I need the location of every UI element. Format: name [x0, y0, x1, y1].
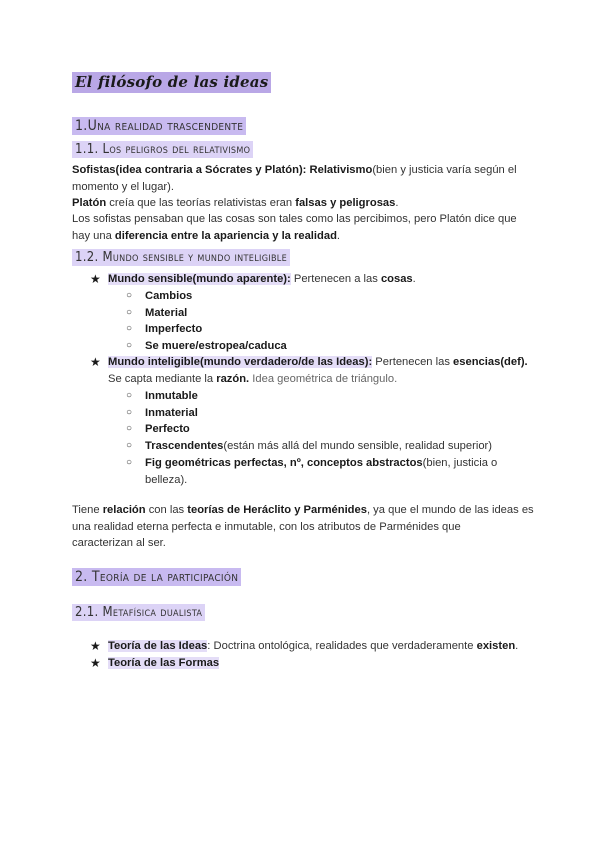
list-item — [145, 388, 198, 405]
circle-bullet-icon: ○ — [126, 390, 133, 401]
mundo-inteligible-rest: Pertenecen las — [372, 356, 454, 368]
relacion-mid2: , ya que el mundo de las ideas es — [366, 504, 534, 516]
heading-metafisica-dualista: 2.1. Metafísica dualista — [72, 604, 205, 621]
sofistas2-bold: diferencia entre la apariencia y la realidad — [114, 229, 337, 242]
sofistas-bold: Sofistas(idea contraria a Sócrates y Platón): — [72, 164, 307, 176]
list-item — [145, 405, 198, 422]
teoria-ideas-head: Teoría de las Ideas — [108, 640, 208, 652]
list-item — [145, 338, 287, 355]
relacion-line2: una realidad eterna perfecta e inmutable, con los atributos de Parménides que — [72, 520, 461, 533]
inteligible-line2-bold: razón. — [216, 373, 250, 385]
figuras-line2: belleza). — [145, 474, 188, 486]
list-item — [145, 321, 202, 338]
list-item — [145, 455, 497, 472]
teoria-formas-head: Teoría de las Formas — [108, 657, 220, 669]
sofistas-text: (bien y justicia varía según el — [372, 164, 517, 176]
mundo-sensible-rest: Pertenecen a las — [290, 273, 381, 285]
mundo-inteligible-bold: esencias(def). — [453, 356, 528, 368]
relativismo-bold: Relativismo — [309, 164, 373, 176]
sensible-item: Se muere/estropea/caduca — [145, 340, 287, 352]
relacion-line3: caracterizan al ser. — [72, 537, 166, 549]
trascendentes-rest: (están más allá del mundo sensible, realidad superior) — [223, 440, 493, 452]
list-item-mundo-inteligible — [108, 354, 528, 371]
paragraph-relacion — [72, 502, 542, 552]
sensible-item: Cambios — [145, 290, 193, 302]
heading-realidad-trascendente: 1.Una realidad trascendente — [72, 117, 246, 135]
circle-bullet-icon: ○ — [126, 440, 133, 451]
teoria-ideas-bold: existen — [476, 640, 516, 652]
platon-end: . — [395, 197, 399, 209]
list-item — [145, 421, 190, 438]
sofistas2-pre: hay una — [72, 229, 115, 242]
inteligible-line2-muted: Idea geométrica de triángulo. — [249, 373, 398, 385]
star-bullet-icon: ★ — [90, 639, 101, 653]
list-item-teoria-formas — [108, 655, 219, 672]
list-item-continuation — [145, 472, 187, 489]
circle-bullet-icon: ○ — [126, 307, 133, 318]
mundo-inteligible-head: Mundo inteligible(mundo verdadero/de las Ideas): — [108, 356, 373, 368]
list-item — [145, 288, 192, 305]
heading-teoria-participacion: 2. Teoría de la participación — [72, 568, 241, 586]
paragraph-platon — [72, 195, 532, 212]
list-item-mundo-sensible — [108, 271, 416, 288]
heading-peligros-relativismo: 1.1. Los peligros del relativismo — [72, 141, 253, 158]
star-bullet-icon: ★ — [90, 272, 101, 286]
mundo-sensible-head: Mundo sensible(mundo aparente): — [108, 273, 291, 285]
platon-bold2: falsas y peligrosas — [295, 197, 396, 209]
mundo-sensible-bold: cosas — [380, 273, 413, 285]
teoria-ideas-rest: : Doctrina ontológica, realidades que verdaderamente — [207, 640, 477, 652]
mundo-sensible-end: . — [412, 273, 416, 285]
inteligible-item: Inmaterial — [145, 407, 198, 419]
sofistas2-end: . — [336, 229, 341, 242]
relacion-bold: relación — [102, 504, 146, 516]
circle-bullet-icon: ○ — [126, 423, 133, 434]
inteligible-line2-pre: Se capta mediante la — [108, 373, 217, 385]
paragraph-sofistas — [72, 162, 532, 195]
page-title: El filósofo de las ideas — [72, 72, 271, 93]
heading-mundo-sensible-inteligible: 1.2. Mundo sensible y mundo inteligible — [72, 249, 290, 266]
star-bullet-icon: ★ — [90, 656, 101, 670]
relacion-bold2: teorías de Heráclito y Parménides — [187, 504, 367, 516]
list-item-teoria-ideas — [108, 638, 518, 655]
mundo-inteligible-line2 — [108, 371, 397, 388]
figuras-rest: (bien, justicia o — [422, 457, 498, 469]
inteligible-item: Inmutable — [145, 390, 198, 402]
relacion-mid: con las — [145, 504, 188, 516]
paragraph-sofistas-percepcion — [72, 211, 532, 244]
circle-bullet-icon: ○ — [126, 340, 133, 351]
circle-bullet-icon: ○ — [126, 457, 133, 468]
teoria-ideas-end: . — [515, 640, 519, 652]
sofistas2-line1: Los sofistas pensaban que las cosas son tales como las percibimos, pero Platón dice que — [72, 213, 517, 225]
list-item — [145, 305, 187, 322]
figuras-bold: Fig geométricas perfectas, nº, conceptos abstractos — [145, 457, 423, 469]
trascendentes-bold: Trascendentes — [145, 440, 224, 452]
circle-bullet-icon: ○ — [126, 290, 133, 301]
platon-bold: Platón — [72, 197, 107, 209]
star-bullet-icon: ★ — [90, 355, 101, 369]
circle-bullet-icon: ○ — [126, 407, 133, 418]
circle-bullet-icon: ○ — [126, 323, 133, 334]
sensible-item: Imperfecto — [145, 323, 203, 335]
platon-text: creía que las teorías relativistas eran — [106, 197, 296, 209]
sensible-item: Material — [145, 307, 188, 319]
sofistas-text-line2: momento y el lugar). — [72, 180, 174, 193]
list-item — [145, 438, 492, 455]
inteligible-item: Perfecto — [145, 423, 190, 435]
relacion-pre: Tiene — [72, 504, 103, 516]
